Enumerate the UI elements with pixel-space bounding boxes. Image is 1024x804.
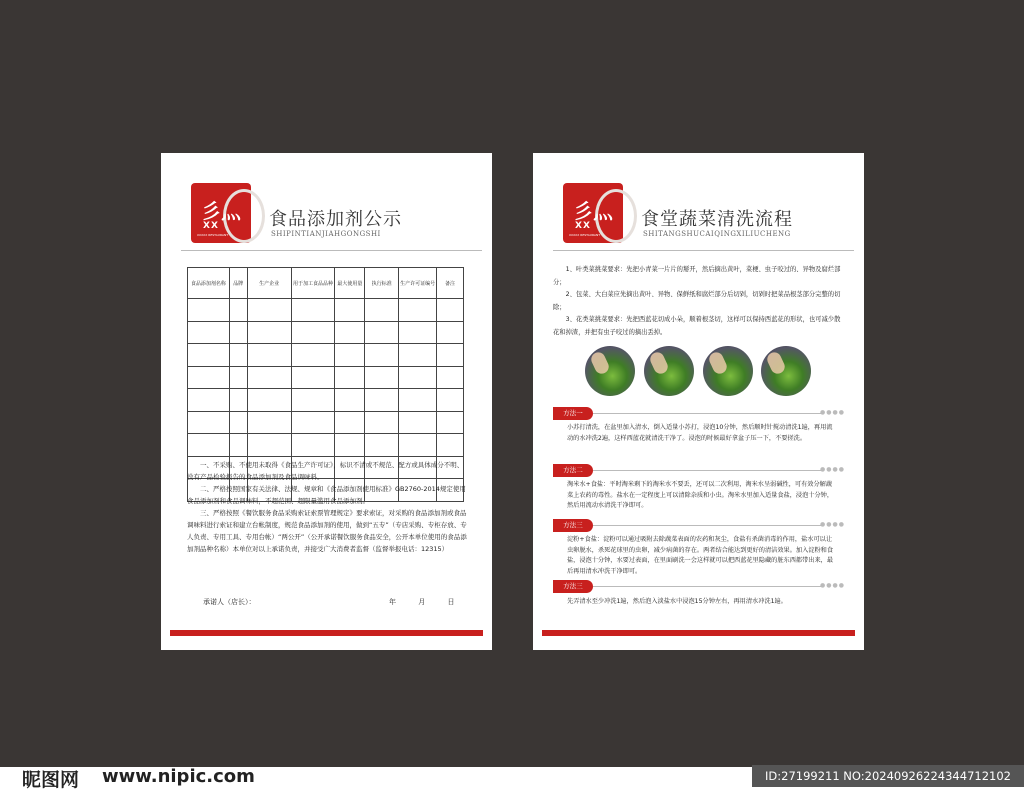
method-text: 先弄清水至少冲洗1遍，然后泡入淡盐水中浸泡15分钟左右，再用清水冲洗1遍。	[567, 598, 787, 605]
method-text: 淀粉+食盐：淀粉可以通过吸附去除蔬菜表面的农药和灰尘，食盐有杀菌消毒的作用，盐水可以让虫卵脱水，杀死花球里的虫卵，减少病菌的存在。两者结合能达到更好的清洁效果。加入淀粉和食盐，浸泡十分钟，水要过表面，在里面刷洗一会这样就可以把西蓝花里隐藏的脏东西都带出来，最后再用清水冲洗干净即可。	[567, 536, 834, 575]
method-tag: 方法二	[553, 464, 593, 477]
table-cell	[229, 344, 247, 367]
table-cell	[365, 321, 399, 344]
table-cell	[437, 321, 464, 344]
nipic-url: www.nipic.com	[102, 766, 255, 787]
sheet-title: 食堂蔬菜清洗流程	[641, 209, 793, 230]
nipic-logo: 昵图网	[22, 769, 80, 791]
column-header: 备注	[437, 268, 464, 299]
table-cell	[229, 321, 247, 344]
table-cell	[229, 434, 247, 457]
signer-label: 承诺人（店长）：	[203, 598, 256, 606]
rule-paragraph: 2、包菜、大白菜应先摘出黄叶、异物、保鲜纸和腐烂部分后切剁，切剁时把菜品根茎部分完整的切除；	[553, 291, 841, 311]
method-divider	[593, 413, 821, 414]
commitment-notice	[187, 459, 467, 555]
method-tag: 方法三	[553, 580, 593, 593]
dots-icon: ●●●●	[820, 466, 845, 473]
dots-icon: ●●●●	[820, 582, 845, 589]
restaurant-logo	[191, 183, 251, 243]
title-divider	[181, 250, 482, 251]
washing-photo	[761, 346, 811, 396]
notice-paragraph: 一、不采购、不使用未取得《食品生产许可证》，标识不清或不规范、配方或具体成分不明、没有产品检验报告的食品添加剂及食品调味料。	[187, 461, 464, 481]
table-cell	[291, 344, 335, 367]
table-cell	[291, 321, 335, 344]
restaurant-logo	[563, 183, 623, 243]
logo-glyph: ⼺⺣	[201, 199, 241, 223]
table-cell	[365, 366, 399, 389]
date-label: 年 月 日	[389, 598, 455, 606]
table-row	[188, 321, 464, 344]
logo-glyph: ⼺⺣	[573, 199, 613, 223]
table-cell	[399, 344, 437, 367]
logo-xx: XX	[575, 221, 591, 231]
table-row	[188, 389, 464, 412]
table-cell	[437, 389, 464, 412]
column-header: 生产许可证编号	[399, 268, 437, 299]
table-cell	[399, 411, 437, 434]
table-row	[188, 344, 464, 367]
table-cell	[365, 411, 399, 434]
logo-subtitle: XXXXX RESTAURANT	[569, 233, 601, 237]
notice-paragraph: 二、严格按照国家有关法律、法规、规章和《食品添加剂使用标准》GB2760-2014规定使用食品添加剂和食品调味料，不超范围、超限量滥用食品添加剂。	[187, 485, 466, 505]
method-header	[553, 407, 845, 420]
vegetable-washing-sheet	[533, 153, 864, 650]
dots-icon: ●●●●	[820, 409, 845, 416]
table-cell	[188, 389, 230, 412]
table-cell	[229, 366, 247, 389]
table-row	[188, 299, 464, 322]
notice-paragraph: 三、严格按照《餐饮服务食品采购索证索票管理规定》要求索证，对采购的食品添加剂或食品调味料进行索证和建立台帐制度，规范食品添加剂的使用，做到“五专”（专店采购、专柜存放、专人负责、专用工具、专用台帐）“两公开”（公开承诺餐饮服务食品安全，公开本单位使用的食品添加剂品种名称）本单位对以上承诺负责，并接受广大消费者监督（监督举报电话：12315）	[187, 509, 467, 553]
table-cell	[335, 434, 365, 457]
table-header-row	[188, 268, 464, 299]
additive-notice-sheet	[161, 153, 492, 650]
table-cell	[365, 299, 399, 322]
method-tag: 方法一	[553, 407, 593, 420]
footer-bar	[170, 630, 483, 636]
footer-bar	[542, 630, 855, 636]
method-text: 淘米水+食盐：平时淘米剩下的淘米水不要丢，还可以二次利用，淘米水呈弱碱性，可有效分解蔬菜上农药的毒性。盐水在一定程度上可以清除杂质和小虫。淘米水里加入适量食盐，浸泡十分钟，然后用流动水清洗干净即可。	[567, 481, 834, 509]
table-cell	[247, 434, 291, 457]
washing-photo	[585, 346, 635, 396]
column-header: 食品添加剂名称	[188, 268, 230, 299]
table-cell	[247, 411, 291, 434]
table-cell	[188, 321, 230, 344]
table-row	[188, 366, 464, 389]
selection-rules	[553, 264, 843, 339]
table-row	[188, 411, 464, 434]
table-cell	[291, 366, 335, 389]
sheet-pinyin: SHIPINTIANJIAHGONGSHI	[271, 230, 381, 238]
table-cell	[437, 366, 464, 389]
table-cell	[399, 434, 437, 457]
table-row	[188, 434, 464, 457]
rule-paragraph: 1、叶类菜挑菜要求：先把小青菜一片片的掰开，然后摘出黄叶，菜梗、虫子咬过的、异物及腐烂部分；	[553, 266, 841, 286]
table-cell	[335, 344, 365, 367]
table-cell	[399, 366, 437, 389]
washing-photo	[644, 346, 694, 396]
method-divider	[593, 525, 821, 526]
dots-icon: ●●●●	[820, 521, 845, 528]
column-header: 最大使用量	[335, 268, 365, 299]
table-cell	[188, 344, 230, 367]
method-divider	[593, 470, 821, 471]
table-cell	[247, 321, 291, 344]
method-text: 小苏打清洗，在盆里加入清水，倒入适量小苏打，浸泡10分钟，然后顺时针搅动清洗1遍，再用流动的水冲洗2遍，这样西蓝花就清洗干净了。浸泡的时候最好拿盆子压一下，不要搓洗。	[567, 424, 833, 442]
table-cell	[365, 389, 399, 412]
table-cell	[188, 434, 230, 457]
table-cell	[229, 389, 247, 412]
logo-subtitle: XXXXX RESTAURANT	[197, 233, 229, 237]
logo-xx: XX	[203, 221, 219, 231]
title-divider	[553, 250, 854, 251]
table-cell	[247, 366, 291, 389]
table-cell	[437, 299, 464, 322]
table-cell	[291, 411, 335, 434]
sheet-title: 食品添加剂公示	[269, 209, 402, 230]
table-cell	[437, 344, 464, 367]
sheet-pinyin: SHITANGSHUCAIQINGXILIUCHENG	[643, 230, 791, 238]
table-cell	[188, 411, 230, 434]
table-cell	[188, 366, 230, 389]
table-cell	[229, 411, 247, 434]
nipic-id: ID:27199211 NO:20240926224344712102	[752, 765, 1024, 787]
table-cell	[437, 411, 464, 434]
method-tag: 方法三	[553, 519, 593, 532]
method-header	[553, 519, 845, 532]
table-cell	[335, 389, 365, 412]
method-header	[553, 580, 845, 593]
column-header: 生产企业	[247, 268, 291, 299]
table-cell	[247, 299, 291, 322]
table-cell	[399, 389, 437, 412]
table-cell	[335, 299, 365, 322]
column-header: 品牌	[229, 268, 247, 299]
table-cell	[399, 321, 437, 344]
table-cell	[247, 344, 291, 367]
table-cell	[399, 299, 437, 322]
table-cell	[437, 434, 464, 457]
table-cell	[247, 389, 291, 412]
table-cell	[291, 389, 335, 412]
table-cell	[365, 344, 399, 367]
column-header: 用于加工食品品种	[291, 268, 335, 299]
table-cell	[188, 299, 230, 322]
rule-paragraph: 3、花类菜挑菜要求：先把西蓝花切成小朵，顺着根茎切，这样可以保持西蓝花的形状，也可减少散花和掉渣，并把有虫子咬过的摘出丢掉。	[553, 316, 841, 336]
method-divider	[593, 586, 821, 587]
table-cell	[291, 299, 335, 322]
washing-photo	[703, 346, 753, 396]
table-cell	[229, 299, 247, 322]
table-cell	[335, 321, 365, 344]
table-cell	[365, 434, 399, 457]
column-header: 执行标准	[365, 268, 399, 299]
table-cell	[291, 434, 335, 457]
method-header	[553, 464, 845, 477]
table-cell	[335, 366, 365, 389]
table-cell	[335, 411, 365, 434]
